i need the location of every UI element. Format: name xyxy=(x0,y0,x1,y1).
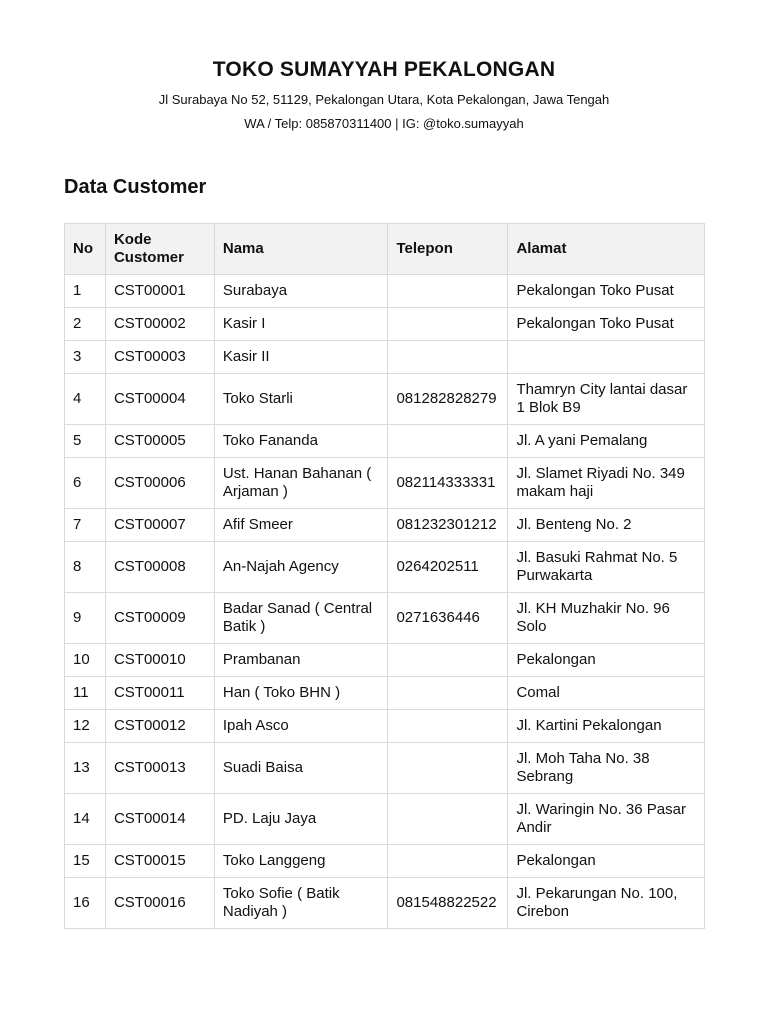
cell-no: 16 xyxy=(65,878,106,929)
cell-no: 6 xyxy=(65,458,106,509)
cell-nama: Toko Langgeng xyxy=(214,845,388,878)
table-row xyxy=(65,458,705,509)
cell-nama: Suadi Baisa xyxy=(214,743,388,794)
cell-nama: Kasir II xyxy=(214,341,388,374)
cell-nama: Badar Sanad ( Central Batik ) xyxy=(214,593,388,644)
cell-telepon: 082114333331 xyxy=(388,458,508,509)
cell-telepon xyxy=(388,644,508,677)
table-row xyxy=(65,374,705,425)
cell-nama: An-Najah Agency xyxy=(214,542,388,593)
cell-kode: CST00015 xyxy=(105,845,214,878)
cell-alamat: Jl. KH Muzhakir No. 96 Solo xyxy=(508,593,705,644)
table-row xyxy=(65,593,705,644)
table-row xyxy=(65,845,705,878)
column-header-alamat: Alamat xyxy=(508,224,705,275)
cell-kode: CST00012 xyxy=(105,710,214,743)
cell-kode: CST00002 xyxy=(105,308,214,341)
cell-no: 12 xyxy=(65,710,106,743)
column-header-kode-customer: Kode Customer xyxy=(105,224,214,275)
cell-no: 9 xyxy=(65,593,106,644)
cell-nama: Toko Starli xyxy=(214,374,388,425)
table-row xyxy=(65,275,705,308)
cell-kode: CST00001 xyxy=(105,275,214,308)
cell-kode: CST00003 xyxy=(105,341,214,374)
cell-kode: CST00005 xyxy=(105,425,214,458)
cell-kode: CST00016 xyxy=(105,878,214,929)
table-row xyxy=(65,743,705,794)
table-row xyxy=(65,308,705,341)
store-address: Jl Surabaya No 52, 51129, Pekalongan Utara, Kota Pekalongan, Jawa Tengah xyxy=(158,92,610,107)
store-name: TOKO SUMAYYAH PEKALONGAN xyxy=(212,58,556,81)
cell-kode: CST00009 xyxy=(105,593,214,644)
cell-alamat: Jl. A yani Pemalang xyxy=(508,425,705,458)
cell-no: 4 xyxy=(65,374,106,425)
cell-no: 15 xyxy=(65,845,106,878)
table-header-row xyxy=(65,224,705,275)
cell-no: 13 xyxy=(65,743,106,794)
cell-telepon xyxy=(388,845,508,878)
cell-alamat: Pekalongan Toko Pusat xyxy=(508,308,705,341)
cell-telepon xyxy=(388,425,508,458)
cell-nama: Ust. Hanan Bahanan ( Arjaman ) xyxy=(214,458,388,509)
cell-alamat: Comal xyxy=(508,677,705,710)
cell-nama: Toko Sofie ( Batik Nadiyah ) xyxy=(214,878,388,929)
table-row xyxy=(65,878,705,929)
cell-no: 11 xyxy=(65,677,106,710)
table-row xyxy=(65,425,705,458)
cell-alamat: Jl. Moh Taha No. 38 Sebrang xyxy=(508,743,705,794)
customer-table-body xyxy=(65,275,705,929)
cell-alamat: Jl. Pekarungan No. 100, Cirebon xyxy=(508,878,705,929)
document-header xyxy=(0,58,768,131)
cell-alamat: Pekalongan xyxy=(508,644,705,677)
cell-telepon xyxy=(388,743,508,794)
cell-nama: Afif Smeer xyxy=(214,509,388,542)
cell-nama: PD. Laju Jaya xyxy=(214,794,388,845)
cell-telepon xyxy=(388,710,508,743)
cell-no: 14 xyxy=(65,794,106,845)
cell-nama: Kasir I xyxy=(214,308,388,341)
cell-kode: CST00010 xyxy=(105,644,214,677)
table-row xyxy=(65,677,705,710)
table-row xyxy=(65,509,705,542)
cell-nama: Prambanan xyxy=(214,644,388,677)
cell-no: 10 xyxy=(65,644,106,677)
cell-telepon: 081282828279 xyxy=(388,374,508,425)
cell-no: 5 xyxy=(65,425,106,458)
cell-telepon xyxy=(388,341,508,374)
cell-kode: CST00006 xyxy=(105,458,214,509)
column-header-telepon: Telepon xyxy=(388,224,508,275)
cell-kode: CST00007 xyxy=(105,509,214,542)
cell-telepon: 0264202511 xyxy=(388,542,508,593)
cell-alamat xyxy=(508,341,705,374)
cell-kode: CST00011 xyxy=(105,677,214,710)
cell-nama: Ipah Asco xyxy=(214,710,388,743)
cell-no: 1 xyxy=(65,275,106,308)
cell-telepon: 081232301212 xyxy=(388,509,508,542)
column-header-nama: Nama xyxy=(214,224,388,275)
section-title: Data Customer xyxy=(64,176,207,198)
table-row xyxy=(65,542,705,593)
table-row xyxy=(65,794,705,845)
table-row xyxy=(65,710,705,743)
cell-telepon: 081548822522 xyxy=(388,878,508,929)
cell-telepon xyxy=(388,275,508,308)
table-row xyxy=(65,644,705,677)
table-row xyxy=(65,341,705,374)
cell-alamat: Jl. Benteng No. 2 xyxy=(508,509,705,542)
cell-alamat: Jl. Basuki Rahmat No. 5 Purwakarta xyxy=(508,542,705,593)
cell-alamat: Jl. Waringin No. 36 Pasar Andir xyxy=(508,794,705,845)
cell-no: 2 xyxy=(65,308,106,341)
cell-alamat: Thamryn City lantai dasar 1 Blok B9 xyxy=(508,374,705,425)
store-contact: WA / Telp: 085870311400 | IG: @toko.sumayyah xyxy=(244,116,524,131)
cell-telepon xyxy=(388,308,508,341)
cell-kode: CST00008 xyxy=(105,542,214,593)
column-header-no: No xyxy=(65,224,106,275)
cell-no: 8 xyxy=(65,542,106,593)
cell-alamat: Pekalongan xyxy=(508,845,705,878)
cell-alamat: Jl. Slamet Riyadi No. 349 makam haji xyxy=(508,458,705,509)
cell-telepon: 0271636446 xyxy=(388,593,508,644)
cell-nama: Han ( Toko BHN ) xyxy=(214,677,388,710)
cell-alamat: Jl. Kartini Pekalongan xyxy=(508,710,705,743)
cell-no: 3 xyxy=(65,341,106,374)
cell-kode: CST00014 xyxy=(105,794,214,845)
cell-telepon xyxy=(388,794,508,845)
customer-table xyxy=(64,223,705,929)
cell-kode: CST00004 xyxy=(105,374,214,425)
cell-nama: Toko Fananda xyxy=(214,425,388,458)
cell-nama: Surabaya xyxy=(214,275,388,308)
cell-no: 7 xyxy=(65,509,106,542)
cell-alamat: Pekalongan Toko Pusat xyxy=(508,275,705,308)
cell-telepon xyxy=(388,677,508,710)
cell-kode: CST00013 xyxy=(105,743,214,794)
